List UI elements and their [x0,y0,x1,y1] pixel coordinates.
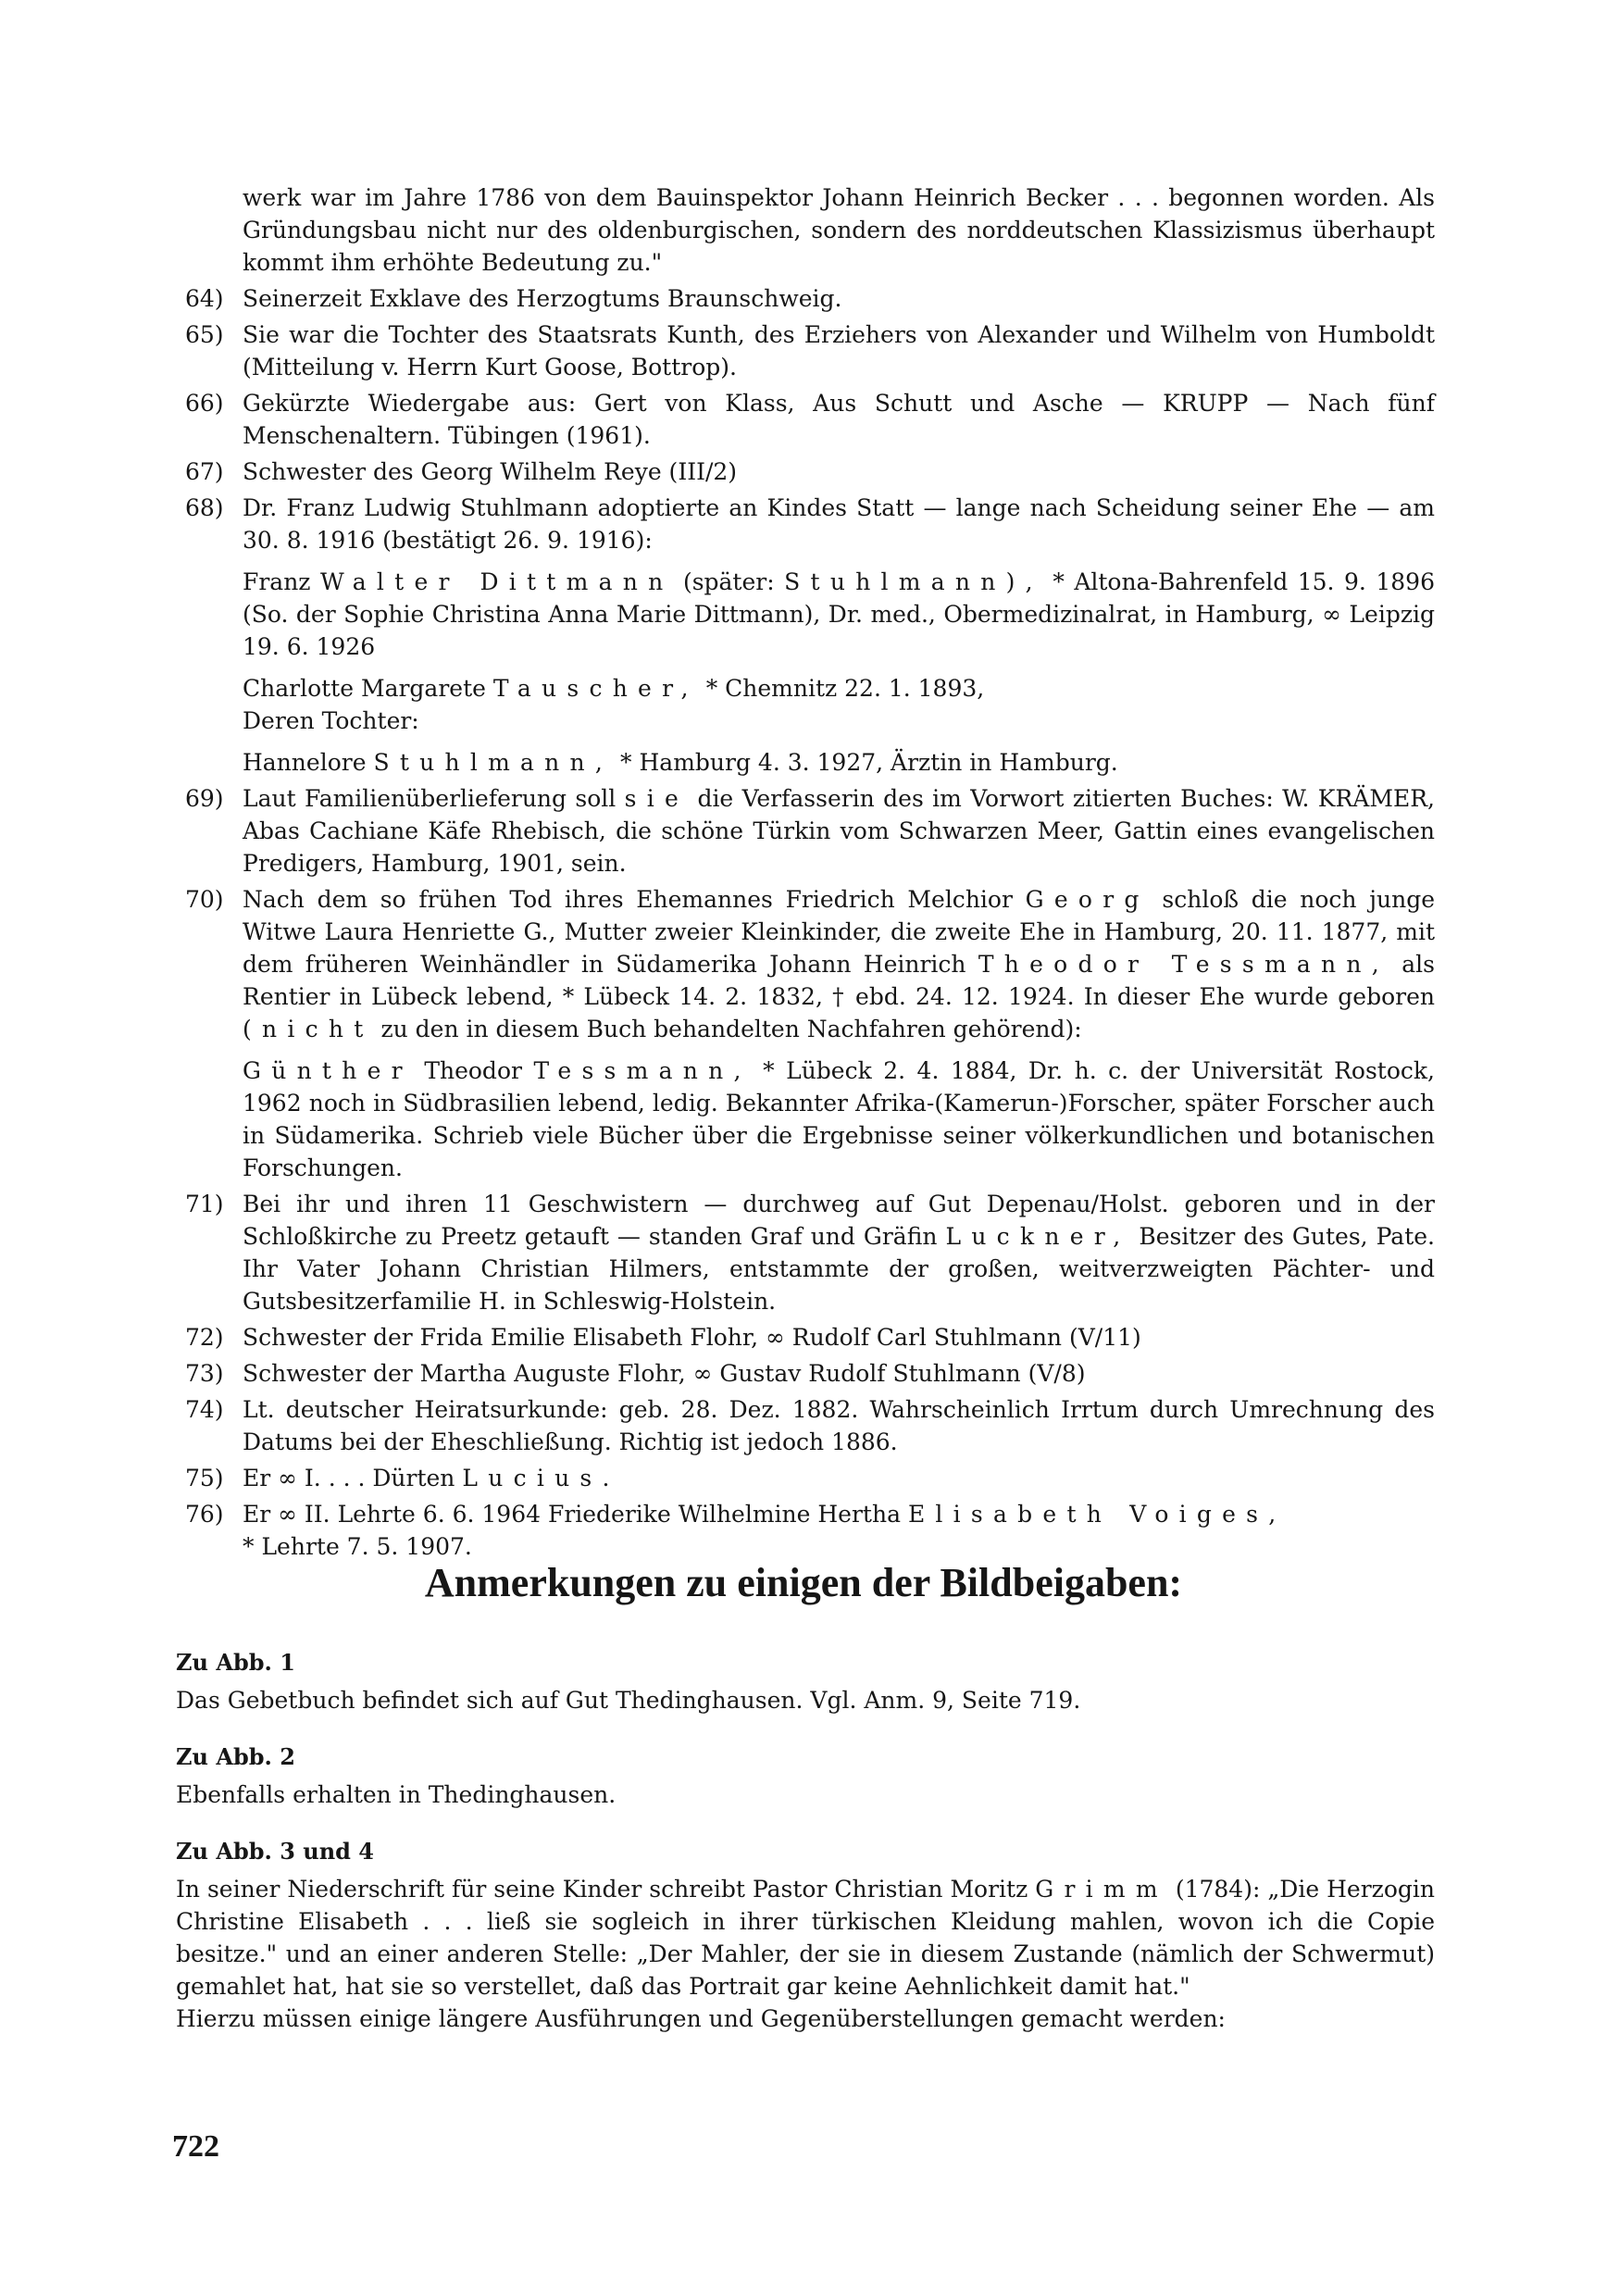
footnote-74 [185,1393,1435,1458]
spaced-name: Lucius. [462,1465,620,1491]
footnote-68 [185,492,1435,779]
footnote-75 [185,1462,1435,1494]
footnote-text: Schwester der Frida Emilie Elisabeth Flohr, ∞ Rudolf Carl Stuhlmann (V/11) [243,1324,1141,1351]
note-text: Das Gebetbuch befindet sich auf Gut Thedinghausen. Vgl. Anm. 9, Seite 719. [176,1687,1081,1714]
text-span: Nach dem so frühen Tod ihres Ehemannes Friedrich Melchior [243,886,1013,913]
footnote-paragraph [243,1054,1435,1184]
spaced-name: Walter Dittmann [320,568,674,595]
note-title: Zu Abb. 2 [176,1743,295,1770]
footnote-text [243,1462,1435,1494]
footnote-number: 70) [185,886,224,913]
footnote-text [243,1188,1435,1317]
text-span: Hannelore [243,749,367,776]
text-span: Theodor [424,1057,522,1084]
footnote-text [243,492,1435,779]
footnote-number: 71) [185,1191,224,1217]
text-span: (später: [682,568,775,595]
spaced-name: Theodor Tessmann, [978,951,1389,978]
text-span: Deren Tochter: [243,707,419,734]
footnote-71 [185,1188,1435,1317]
footnote-text [243,782,1435,880]
footnote-number: 73) [185,1360,224,1387]
footnote-number: 75) [185,1465,224,1491]
spaced-name: Stuhlmann), [784,568,1043,595]
note-abb-3-4 [176,1835,1435,2035]
footnote-number: 65) [185,321,224,348]
text-span: * Lehrte 7. 5. 1907. [243,1533,472,1560]
footnote-paragraph: Dr. Franz Ludwig Stuhlmann adoptierte an Kindes Statt — lange nach Scheidung seiner Ehe — am 30. 8. 1916 (bestätigt 26. 9. 1916): [243,494,1435,554]
footnote-paragraph [243,883,1435,1045]
spaced-name: Stuhlmann, [373,749,614,776]
footnote-text: Gekürzte Wiedergabe aus: Gert von Klass, Aus Schutt und Asche — KRUPP — Nach fünf Menschenaltern. Tübingen (1961). [243,390,1435,449]
text-span: * Chemnitz 22. 1. 1893, [705,675,985,702]
footnote-65 [185,318,1435,383]
spaced-name: Tauscher, [492,675,699,702]
footnote-number: 74) [185,1396,224,1423]
note-title: Zu Abb. 1 [176,1649,295,1676]
text-span: Er ∞ II. Lehrte 6. 6. 1964 Friederike Wilhelmine Hertha [243,1501,901,1528]
spaced-name: Georg [1025,886,1150,913]
footnote-number: 72) [185,1324,224,1351]
text-span: als Rentier in Lübeck lebend, * Lübeck 14. 2. 1832, † ebd. 24. 12. 1924. In dieser Ehe wurde geboren [243,951,1436,1010]
text-span: Bei ihr und ihren 11 Geschwistern — durchweg auf Gut Depenau/Holst. geboren und in der Schloßkirche zu Preetz getauft — standen Graf und Gräfin [243,1191,1435,1250]
footnote-paragraph [243,746,1435,779]
page-number: 722 [172,2129,219,2164]
text-span: Er ∞ I. . . . Dürten [243,1465,455,1491]
text-span: * Lübeck 2. 4. 1884, Dr. h. c. der Universität Rostock, 1962 noch in Südbrasilien lebend, ledig. Bekannter Afrika-(Kamerun-)Forscher, später Forscher auch in Südamerika. Schrieb viele Bücher über die Ergebnisse seiner völkerkundlichen und botanischen Forschungen. [243,1057,1436,1181]
text-span: zu den in diesem Buch behandelten Nachfahren gehörend): [380,1016,1082,1042]
spaced-name: Tessmann, [533,1057,752,1084]
footnote-text [243,883,1435,1184]
note-text [176,1873,1435,2003]
note-text: Ebenfalls erhalten in Thedinghausen. [176,1781,617,1808]
footnote-text: Seinerzeit Exklave des Herzogtums Braunschweig. [243,285,842,312]
text-span: Charlotte Margarete [243,675,486,702]
footnote-number: 68) [185,494,224,521]
spaced-name: Elisabeth Voiges, [907,1501,1287,1528]
footnote-text: Schwester des Georg Wilhelm Reye (III/2) [243,458,738,485]
footnote-66 [185,387,1435,452]
note-abb-2 [176,1741,1435,1811]
footnote-text [243,1498,1435,1563]
section-heading: Anmerkungen zu einigen der Bildbeigaben: [424,1560,1183,1605]
text-span: In seiner Niederschrift für seine Kinder schreibt Pastor Christian Moritz [176,1876,1028,1903]
text-span: * Hamburg 4. 3. 1927, Ärztin in Hamburg. [620,749,1118,776]
footnote-73 [185,1357,1435,1390]
spaced-word: sie [624,785,690,812]
spaced-name: Luckner, [945,1223,1131,1250]
spaced-name: Grimm [1035,1876,1168,1903]
footnote-67 [185,455,1435,488]
footnote-69 [185,782,1435,880]
text-span: (1784): „Die Herzogin Christine Elisabeth . . . ließ sie sogleich in ihrer türkischen Kleidung mahlen, wovon ich die Copie besitze." und an einer anderen Stelle: „Der Mahler, der sie in diesem Zustande (nämlich der Schwermut) gemahlet hat, hat sie so verstellet, daß das Portrait gar keine Aehnlichkeit damit hat." [176,1876,1435,2000]
footnote-paragraph [243,672,1435,737]
text-span: Franz [243,568,311,595]
text-span: * Altona-Bahrenfeld 15. 9. 1896 (So. der Sophie Christina Anna Marie Dittmann), Dr. med., Obermedizinalrat, in Hamburg, ∞ Leipzig 19. 6. 1926 [243,568,1435,660]
footnote-64 [185,282,1435,315]
footnote-number: 69) [185,785,224,812]
footnote-number: 76) [185,1501,224,1528]
note-title: Zu Abb. 3 und 4 [176,1838,375,1865]
text-span: Laut Familienüberlieferung soll [243,785,617,812]
spaced-word: (nicht [243,1016,374,1042]
footnote-text: Schwester der Martha Auguste Flohr, ∞ Gustav Rudolf Stuhlmann (V/8) [243,1360,1086,1387]
footnote-paragraph [243,566,1435,663]
note-abb-1 [176,1646,1435,1716]
footnote-72 [185,1321,1435,1354]
footnote-continuation: werk war im Jahre 1786 von dem Bauinspektor Johann Heinrich Becker . . . begonnen worden. Als Gründungsbau nicht nur des oldenburgischen, sondern des norddeutschen Klassizismus überhaupt kommt ihm erhöhte Bedeutung zu." [243,184,1435,276]
footnote-number: 67) [185,458,224,485]
footnotes [185,181,1435,1566]
footnote-70 [185,883,1435,1184]
footnote-text: Lt. deutscher Heiratsurkunde: geb. 28. Dez. 1882. Wahrscheinlich Irrtum durch Umrechnung des Datums bei der Eheschließung. Richtig ist jedoch 1886. [243,1396,1435,1455]
footnote-text: Sie war die Tochter des Staatsrats Kunth, des Erziehers von Alexander und Wilhelm von Humboldt (Mitteilung v. Herrn Kurt Goose, Bottrop). [243,321,1435,381]
text-span: die Verfasserin des im Vorwort zitierten Buches: W. KRÄMER, Abas Cachiane Käfe Rhebisch, die schöne Türkin vom Schwarzen Meer, Gattin eines evangelischen Predigers, Hamburg, 1901, sein. [243,785,1435,877]
spaced-name: Günther [243,1057,413,1084]
footnote-number: 64) [185,285,224,312]
text-span: schloß die noch junge Witwe Laura Henriette G., Mutter zweier Kleinkinder, die zweite Ehe in Hamburg, 20. 11. 1877, mit dem früheren Weinhändler in Südamerika Johann Heinrich [243,886,1435,978]
text-span: Besitzer des Gutes, Pate. Ihr Vater Johann Christian Hilmers, entstammte der großen, weitverzweigten Pächter- und Gutsbesitzerfamilie H. in Schleswig-Holstein. [243,1223,1435,1315]
footnote-number: 66) [185,390,224,417]
note-text: Hierzu müssen einige längere Ausführungen und Gegenüberstellungen gemacht werden: [176,2005,1226,2032]
footnote-76 [185,1498,1435,1563]
